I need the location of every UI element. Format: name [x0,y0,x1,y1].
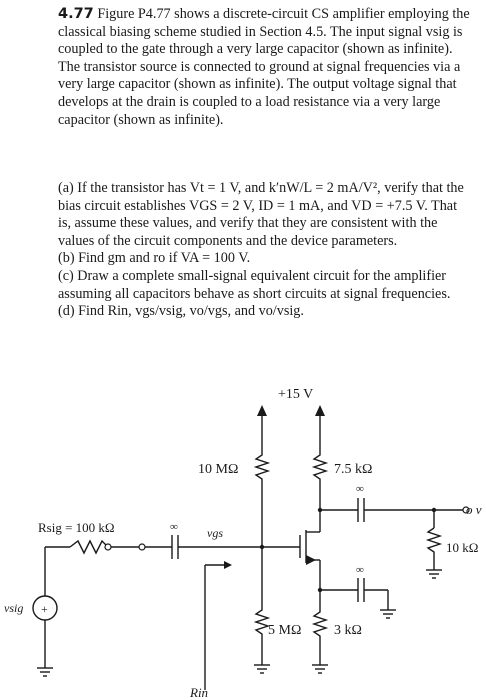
input-cap-label: ∞ [170,521,178,533]
problem-text: Figure P4.77 shows a discrete-circuit CS amplifier employing the classical biasing scheme studied in Section 4.5. The input signal vsig is coupled to the gate through a very large capacitor (shown as infinite). The transistor source is connected to ground at signal frequencies via a very large capacitor (shown as infinite). The output voltage signal that develops at the drain is coupled to a load resistance via a very large capacitor (shown as infinite). [58,6,470,128]
rin-label: Rin [190,685,209,700]
source-arrow [306,555,316,565]
drain-supply-arrow [315,405,325,416]
rin-arrow-head [224,561,232,569]
part-a: (a) If the transistor has Vt = 1 V, and k′nW/L = 2 mA/V², verify that the bias circuit establishes VGS = 2 V, ID = 1 mA, and VD = +7.5 V. That is, assume these values, and verify that they are consistent with the values of the circuit components and the device parameters. [58,180,464,249]
resistor-10M [256,445,268,490]
vsig-label: vsig [4,601,24,615]
vout-label: o v [466,502,482,517]
gate-junction [260,545,264,549]
part-b: (b) Find gm and ro if VA = 100 V. [58,250,251,267]
source-plus-label: + [41,602,48,616]
resistor-5M [256,600,268,645]
r-drain-label: 7.5 kΩ [334,462,373,477]
bypass-cap-label: ∞ [356,564,364,576]
problem-parts [58,180,472,321]
vgs-label: vgs [207,526,223,540]
output-cap-label: ∞ [356,483,364,495]
output-junction [432,508,436,512]
resistor-3k [314,600,326,648]
r-gate-top-label: 10 MΩ [198,462,239,477]
r-source-label: 3 kΩ [334,623,362,638]
resistor-7k5 [314,445,326,500]
circuit-diagram [0,380,486,700]
source-junction [318,588,322,592]
problem-statement [58,6,472,129]
resistor-Rsig [70,541,108,553]
input-terminal-2 [139,544,145,550]
resistor-10k [428,528,440,570]
part-d: (d) Find Rin, vgs/vsig, vo/vgs, and vo/vsig. [58,303,304,320]
r-sig-label: Rsig = 100 kΩ [38,520,115,535]
supply-label: +15 V [278,387,314,402]
r-gate-bottom-label: 5 MΩ [268,623,302,638]
problem-number: 4.77 [58,6,94,22]
part-c: (c) Draw a complete small-signal equivalent circuit for the amplifier assuming all capacitors behave as short circuits at signal frequencies. [58,267,451,302]
ground-symbols [37,570,442,676]
drain-junction [318,508,322,512]
input-terminal-1 [105,544,111,550]
gate-supply-arrow [257,405,267,416]
r-load-label: 10 kΩ [446,540,479,555]
